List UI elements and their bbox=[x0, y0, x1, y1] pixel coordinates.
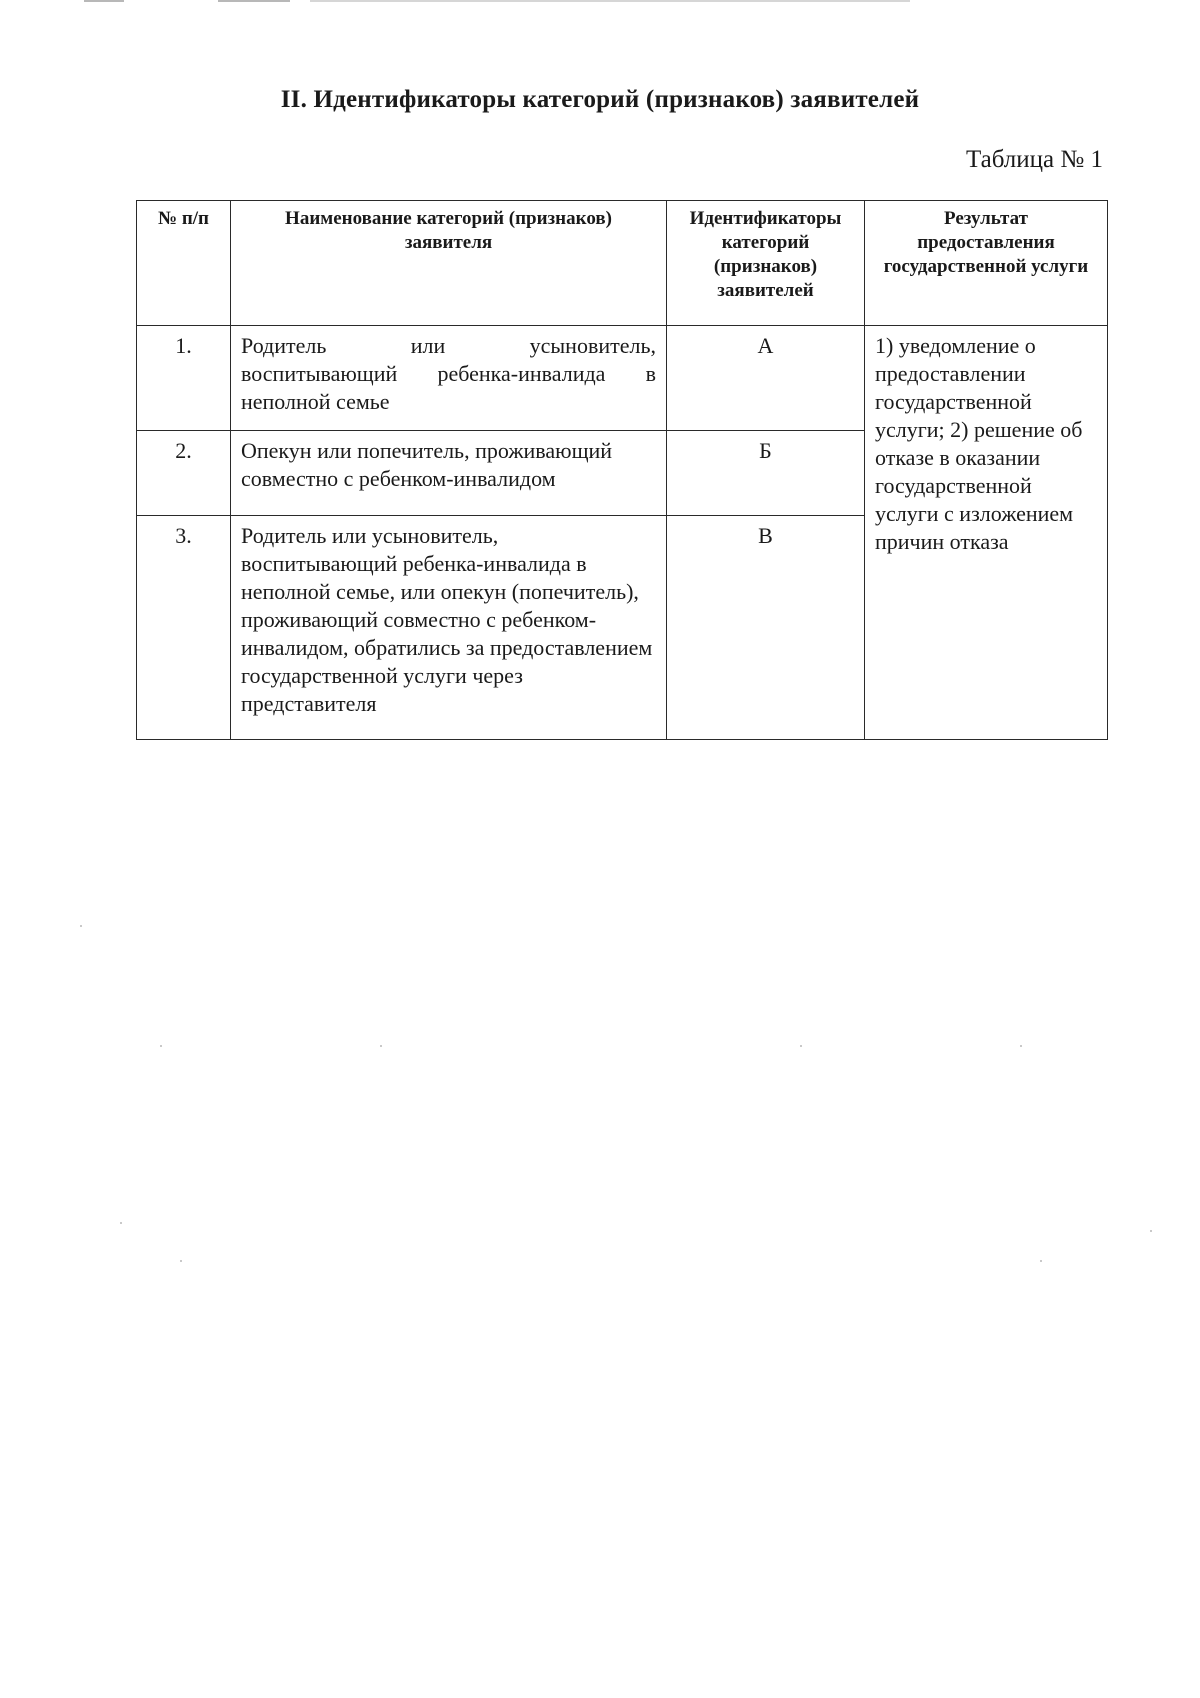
table-row bbox=[137, 326, 1108, 431]
row-number: 2. bbox=[137, 431, 231, 516]
scan-noise bbox=[1020, 1045, 1022, 1047]
category-name: Родитель или усыновитель, воспитывающий ребенка-инвалида в неполной семье, или опекун (попечитель), проживающий совместно с ребенком-инвалидом, обратились за предоставлением государственной услуги через представителя bbox=[231, 516, 667, 740]
scan-artifact-line bbox=[310, 0, 910, 2]
scan-noise bbox=[380, 1045, 382, 1047]
category-identifier: В bbox=[667, 516, 865, 740]
scan-noise bbox=[120, 1222, 122, 1224]
header-num: № п/п bbox=[137, 201, 231, 326]
row-number: 1. bbox=[137, 326, 231, 431]
scan-noise bbox=[800, 1045, 802, 1047]
scan-artifact-line bbox=[218, 0, 290, 2]
header-name: Наименование категорий (признаков) заявителя bbox=[231, 201, 667, 326]
scan-noise bbox=[180, 1260, 182, 1262]
scan-noise bbox=[80, 925, 82, 927]
category-name: Опекун или попечитель, проживающий совместно с ребенком-инвалидом bbox=[231, 431, 667, 516]
scan-noise bbox=[160, 1045, 162, 1047]
scan-noise bbox=[1150, 1230, 1152, 1232]
header-identifier: Идентификаторы категорий (признаков) заявителей bbox=[667, 201, 865, 326]
header-result: Результат предоставления государственной услуги bbox=[865, 201, 1108, 326]
row-number: 3. bbox=[137, 516, 231, 740]
category-name: Родитель или усыновитель, воспитывающий ребенка-инвалида в неполной семье bbox=[231, 326, 667, 431]
table-header-row bbox=[137, 201, 1108, 326]
table-number-label: Таблица № 1 bbox=[965, 146, 1103, 173]
scan-artifact-line bbox=[84, 0, 124, 2]
category-identifier: Б bbox=[667, 431, 865, 516]
page-title: II. Идентификаторы категорий (признаков) заявителей bbox=[280, 86, 920, 113]
applicant-categories-table bbox=[136, 200, 1108, 740]
category-identifier: А bbox=[667, 326, 865, 431]
service-result: 1) уведомление о предоставлении государственной услуги; 2) решение об отказе в оказании государственной услуги с изложением причин отказа bbox=[865, 326, 1108, 740]
scan-noise bbox=[1040, 1260, 1042, 1262]
